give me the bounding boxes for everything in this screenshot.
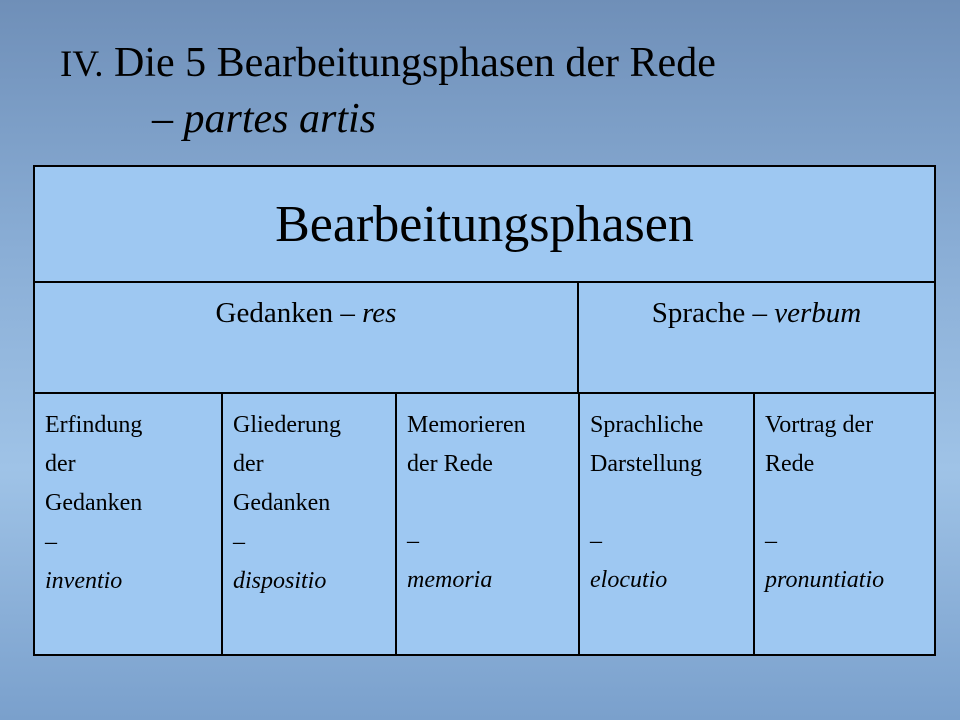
phase-line: Gliederung	[233, 412, 341, 438]
phase-line: Darstellung	[590, 451, 702, 477]
phase-line: Erfindung	[45, 412, 143, 438]
phase-cell-memoria	[397, 394, 580, 654]
title-subtitle: – partes artis	[152, 96, 377, 142]
group-label: Sprache –	[651, 297, 767, 329]
group-latin: verbum	[774, 297, 862, 329]
phase-dash: –	[45, 529, 57, 555]
phase-line: der	[233, 451, 264, 477]
table-header: Bearbeitungsphasen	[275, 195, 694, 253]
phase-dash: –	[765, 528, 777, 554]
group-latin: res	[362, 297, 397, 329]
group-cell-res	[35, 283, 579, 392]
group-label: Gedanken –	[215, 297, 355, 329]
phase-latin: memoria	[407, 567, 493, 593]
phase-line: der	[45, 451, 76, 477]
table-header-row	[35, 167, 934, 283]
phase-cell-pronuntiatio	[755, 394, 934, 654]
phase-latin: dispositio	[233, 568, 327, 594]
title-numeral: IV.	[60, 44, 104, 85]
phase-cell-dispositio	[223, 394, 397, 654]
phase-dash: –	[233, 529, 245, 555]
phase-latin: elocutio	[590, 567, 668, 593]
phase-dash: –	[407, 528, 419, 554]
phase-latin: pronuntiatio	[765, 567, 885, 593]
phase-latin: inventio	[45, 568, 123, 594]
title-main: Die 5 Bearbeitungsphasen der Rede	[114, 40, 716, 86]
phase-cell-elocutio	[580, 394, 755, 654]
phases-row	[35, 394, 934, 654]
phase-line: der Rede	[407, 451, 493, 477]
phase-line: Vortrag der	[765, 412, 874, 438]
phases-table	[33, 165, 936, 656]
phase-line: Gedanken	[45, 490, 143, 516]
phase-line: Rede	[765, 451, 815, 477]
phase-dash: –	[590, 528, 602, 554]
phase-cell-inventio	[35, 394, 223, 654]
group-row	[35, 283, 934, 394]
phase-line: Sprachliche	[590, 412, 704, 438]
group-cell-verbum	[579, 283, 934, 392]
slide-title	[60, 36, 940, 146]
phase-line: Gedanken	[233, 490, 331, 516]
phase-line: Memorieren	[407, 412, 526, 438]
